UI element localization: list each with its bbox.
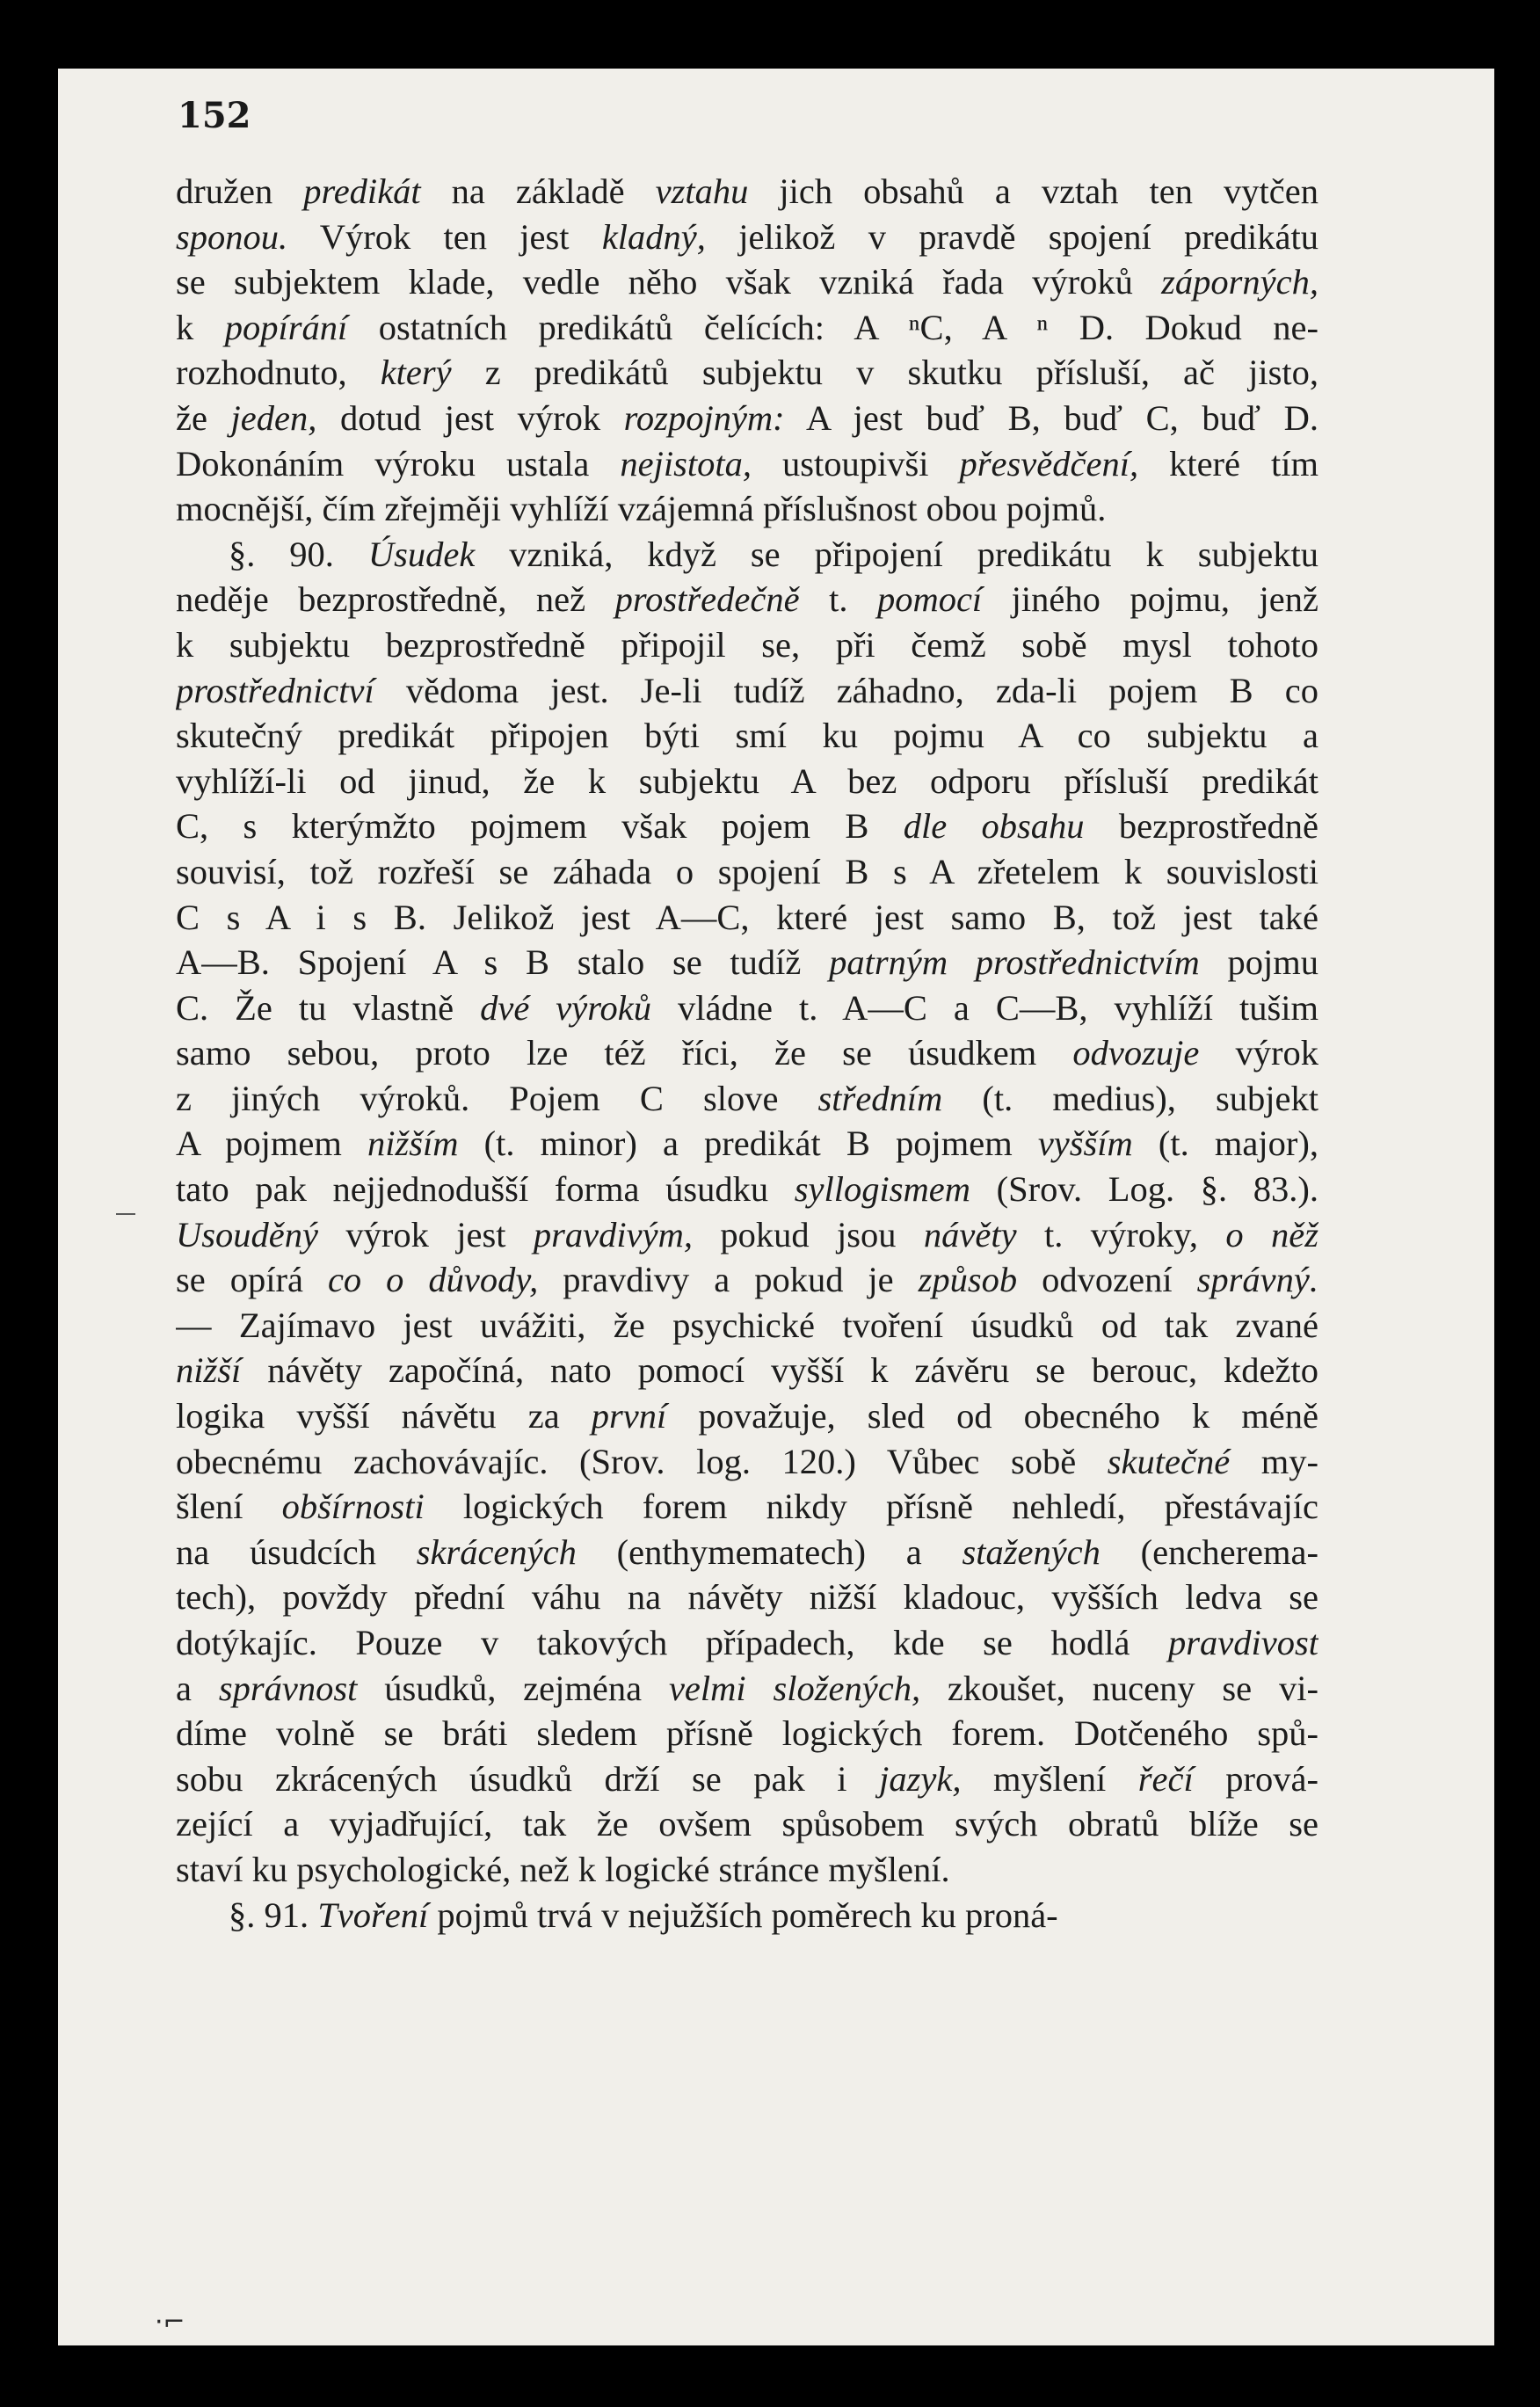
text-line [176, 1212, 1318, 1258]
text-run: vědoma jest. Je-li tudíž záhadno, zda-li pojem B co [374, 670, 1318, 710]
text-line [176, 1530, 1318, 1575]
text-run: A—B. Spojení A s B stalo se tudíž [176, 942, 830, 983]
text-line [176, 804, 1318, 849]
emphasis-text: pomocí [876, 579, 983, 620]
text-run: — Zajímavo jest uvážiti, že psychické tvoření úsudků od tak zvané [176, 1305, 1318, 1345]
emphasis-text: popírání [224, 307, 348, 347]
emphasis-text: vyšším [1037, 1124, 1133, 1164]
text-run: neděje bezprostředně, než [176, 579, 615, 620]
emphasis-text: stažených [962, 1531, 1101, 1572]
text-run: úsudků, zejména [357, 1668, 669, 1708]
text-line [176, 1711, 1318, 1756]
emphasis-text: přesvědčení, [959, 443, 1139, 484]
text-line [176, 1303, 1318, 1349]
emphasis-text: skrácených [416, 1531, 577, 1572]
emphasis-text: Tvoření [317, 1894, 429, 1935]
emphasis-text: záporných, [1161, 262, 1318, 302]
text-run: logika vyšší návětu za [176, 1396, 592, 1436]
emphasis-text: o něž [1225, 1214, 1318, 1254]
text-line [176, 668, 1318, 714]
text-run: se subjektem klade, vedle něho však vzniká řada výroků [176, 262, 1162, 302]
text-line [176, 1393, 1318, 1439]
text-run: mocnější, čím zřejměji vyhlíží vzájemná příslušnost obou pojmů. [176, 489, 1107, 529]
text-run: (encherema- [1100, 1531, 1318, 1572]
emphasis-text: velmi složených, [668, 1668, 921, 1708]
text-line [176, 1167, 1318, 1212]
page-number: 152 [178, 95, 251, 136]
text-run: výrok jest [317, 1214, 534, 1254]
emphasis-text: nižším [367, 1124, 459, 1164]
text-run: §. 90. [229, 534, 368, 574]
text-run: jich obsahů a vztah ten vytčen [748, 171, 1318, 211]
emphasis-text: jeden, [230, 397, 317, 438]
text-run: jelikož v pravdě spojení predikátu [705, 216, 1318, 257]
text-run: sobu zkrácených úsudků drží se pak i [176, 1758, 880, 1799]
margin-dash [116, 1213, 135, 1215]
text-line [176, 713, 1318, 759]
text-line [176, 169, 1318, 215]
text-run: k [176, 307, 225, 347]
text-line [176, 1801, 1318, 1847]
emphasis-text: řečí [1137, 1758, 1194, 1799]
emphasis-text: kladný, [601, 216, 706, 257]
text-line [176, 441, 1318, 487]
text-line [176, 396, 1318, 441]
text-run: (t. medius), subjekt [942, 1078, 1318, 1118]
text-run: pojmu [1199, 942, 1318, 983]
text-line [176, 577, 1318, 622]
text-line [176, 1257, 1318, 1303]
emphasis-text: obšírnosti [281, 1487, 425, 1527]
text-run: C, s kterýmžto pojmem však pojem B [176, 806, 904, 847]
emphasis-text: správnost [218, 1668, 358, 1708]
emphasis-text: první [591, 1396, 667, 1436]
text-run: šlení [176, 1487, 282, 1527]
text-run: pokud jsou [692, 1214, 924, 1254]
text-line [176, 1439, 1318, 1485]
emphasis-text: nižší [176, 1350, 242, 1391]
text-run: návěty započíná, nato pomocí vyšší k závěru se berouc, kdežto [241, 1350, 1318, 1391]
text-line [176, 985, 1318, 1031]
text-run: na základě [420, 171, 656, 211]
text-run: ustoupivši [752, 443, 960, 484]
emphasis-text: způsob [918, 1260, 1018, 1300]
text-line [176, 1121, 1318, 1167]
text-run: A jest buď B, buď C, buď D. [784, 397, 1318, 438]
text-run: a [176, 1668, 219, 1708]
text-run: ostatních predikátů čelících: A ⁿC, A ⁿ D. Dokud ne- [347, 307, 1318, 347]
text-run: k subjektu bezprostředně připojil se, při čemž sobě mysl tohoto [176, 624, 1318, 665]
text-run: obecnému zachovávajíc. (Srov. log. 120.) Vůbec sobě [176, 1441, 1108, 1481]
emphasis-text: vztahu [655, 171, 749, 211]
text-run: tato pak nejjednodušší forma úsudku [176, 1169, 795, 1210]
text-line [176, 532, 1318, 578]
emphasis-text: dle obsahu [903, 806, 1085, 847]
text-run: rozhodnuto, [176, 353, 381, 393]
text-run: pojmů trvá v nejužších poměrech ku proná- [428, 1894, 1058, 1935]
emphasis-text: odvozuje [1072, 1033, 1200, 1073]
text-run: že [176, 397, 231, 438]
emphasis-text: syllogismem [794, 1169, 971, 1210]
text-run: §. 91. [229, 1894, 318, 1935]
text-line [176, 759, 1318, 804]
text-run: zející a vyjadřující, tak že ovšem spůsobem svých obratů blíže se [176, 1804, 1318, 1844]
text-run: které tím [1138, 443, 1318, 484]
text-run: t. [799, 579, 877, 620]
text-run: výrok [1199, 1033, 1318, 1073]
text-line [176, 895, 1318, 941]
text-run: skutečný predikát připojen býti smí ku pojmu A co subjektu a [176, 716, 1318, 756]
text-run: vládne t. A—C a C—B, vyhlíží tušim [650, 987, 1318, 1028]
text-run: t. výroky, [1016, 1214, 1226, 1254]
text-line [176, 215, 1318, 260]
emphasis-text: jazyk, [879, 1758, 962, 1799]
emphasis-text: rozpojným: [623, 397, 785, 438]
text-run: Výrok ten jest [287, 216, 602, 257]
emphasis-text: Usouděný [176, 1214, 318, 1254]
emphasis-text: co o důvody, [327, 1260, 539, 1300]
text-run: tech), povždy přední váhu na návěty nižší kladouc, vyšších ledva se [176, 1577, 1318, 1618]
emphasis-text: prostředečně [614, 579, 800, 620]
emphasis-text: Úsudek [367, 534, 476, 574]
emphasis-text: který [380, 353, 452, 393]
text-run: prová- [1193, 1758, 1318, 1799]
text-run: C. Že tu vlastně [176, 987, 481, 1028]
text-run: se opírá [176, 1260, 328, 1300]
text-run: zkoušet, nuceny se vi- [920, 1668, 1318, 1708]
text-run: dotud jest výrok [316, 397, 624, 438]
text-line [176, 849, 1318, 895]
text-line [176, 350, 1318, 396]
emphasis-text: nejistota, [620, 443, 752, 484]
text-run: Dokonáním výroku ustala [176, 443, 621, 484]
text-line [176, 1484, 1318, 1530]
text-run: díme volně se bráti sledem přísně logických forem. Dotčeného spů- [176, 1713, 1318, 1754]
text-run: odvození [1017, 1260, 1197, 1300]
text-run: my- [1230, 1441, 1318, 1481]
text-run: považuje, sled od obecného k méně [666, 1396, 1318, 1436]
emphasis-text: sponou. [176, 216, 288, 257]
text-run: bezprostředně [1084, 806, 1318, 847]
text-run: družen [176, 171, 304, 211]
text-run: na úsudcích [176, 1531, 417, 1572]
text-line [176, 486, 1318, 532]
text-run: (t. minor) a predikát B pojmem [458, 1124, 1038, 1164]
emphasis-text: pravdivost [1168, 1623, 1318, 1662]
text-run: (enthymematech) a [576, 1531, 962, 1572]
text-run: myšlení [961, 1758, 1138, 1799]
emphasis-text: predikát [303, 171, 421, 211]
emphasis-text: patrným prostřednictvím [829, 942, 1200, 983]
text-run: vzniká, když se připojení predikátu k subjektu [475, 534, 1318, 574]
text-line [176, 1756, 1318, 1802]
text-run: jiného pojmu, jenž [982, 579, 1318, 620]
text-line [176, 1893, 1318, 1938]
emphasis-text: dvé výroků [480, 987, 651, 1028]
text-run: z jiných výroků. Pojem C slove [176, 1078, 818, 1118]
text-run: samo sebou, proto lze též říci, že se úsudkem [176, 1033, 1073, 1073]
text-line [176, 1847, 1318, 1893]
text-run: A pojmem [176, 1124, 367, 1164]
text-line [176, 1574, 1318, 1620]
text-line [176, 622, 1318, 668]
text-line [176, 1620, 1318, 1666]
text-run: souvisí, tož rozřeší se záhada o spojení B s A zřetelem k souvislosti [176, 851, 1318, 891]
text-run: (Srov. Log. §. 83.). [970, 1169, 1318, 1210]
text-run: (t. major), [1132, 1124, 1318, 1164]
margin-mark: ·⌐ [155, 2307, 185, 2338]
text-line [176, 1666, 1318, 1712]
emphasis-text: středním [817, 1078, 943, 1118]
body-text [176, 169, 1318, 1938]
emphasis-text: prostřednictví [176, 670, 374, 710]
text-run: C s A i s B. Jelikož jest A—C, které jest samo B, tož jest také [176, 897, 1318, 937]
text-run: staví ku psychologické, než k logické stránce myšlení. [176, 1849, 950, 1889]
text-run: logických forem nikdy přísně nehledí, přestávajíc [424, 1487, 1318, 1527]
text-line [176, 1030, 1318, 1076]
text-run: dotýkajíc. Pouze v takových případech, kde se hodlá [176, 1623, 1169, 1662]
emphasis-text: návěty [923, 1214, 1017, 1254]
text-line [176, 259, 1318, 305]
text-line [176, 1348, 1318, 1393]
text-line [176, 1076, 1318, 1122]
text-line [176, 940, 1318, 985]
text-run: vyhlíží-li od jinud, že k subjektu A bez odporu přísluší predikát [176, 760, 1318, 801]
emphasis-text: pravdivým, [533, 1214, 693, 1254]
text-run: z predikátů subjektu v skutku přísluší, ač jisto, [451, 353, 1318, 393]
emphasis-text: skutečné [1107, 1441, 1231, 1481]
text-line [176, 305, 1318, 351]
text-run: pravdivy a pokud je [538, 1260, 919, 1300]
emphasis-text: správný. [1196, 1260, 1318, 1300]
